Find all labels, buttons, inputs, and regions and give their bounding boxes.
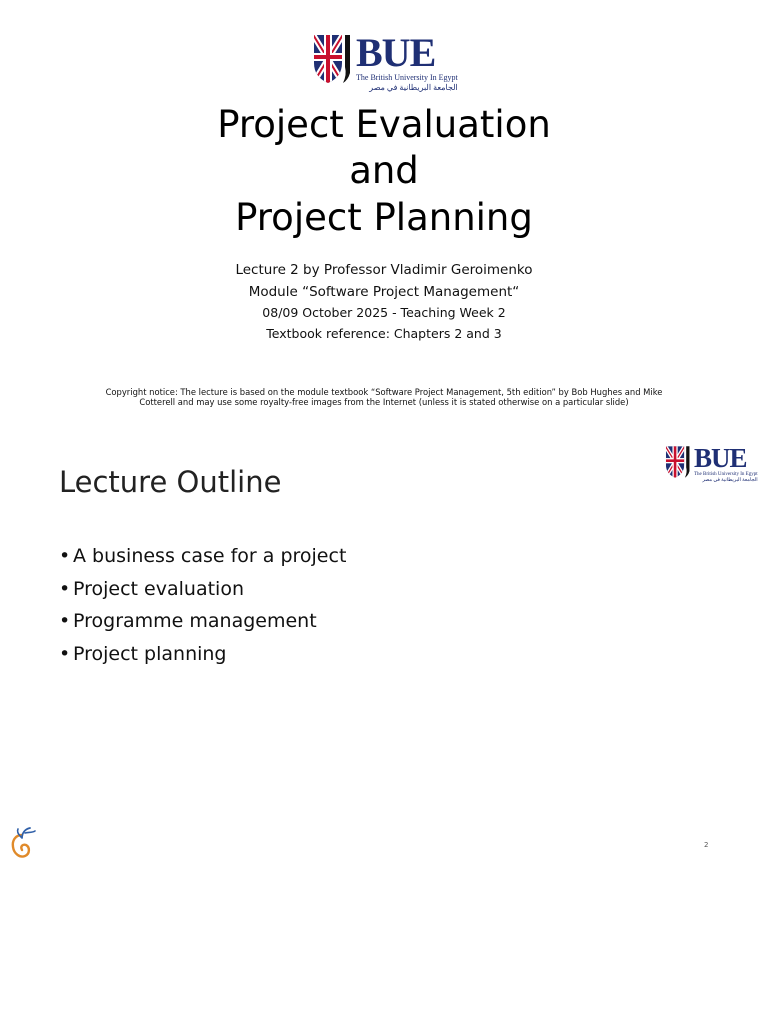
list-item-text: Programme management bbox=[73, 610, 317, 632]
list-item-text: Project evaluation bbox=[73, 577, 244, 600]
module-name: Module “Software Project Management“ bbox=[248, 284, 520, 300]
bue-logo bbox=[312, 30, 458, 92]
union-jack-shield-icon bbox=[312, 33, 356, 85]
logo-wordmark: BUE bbox=[356, 30, 436, 75]
list-item bbox=[59, 643, 346, 676]
lecture-author: Lecture 2 by Professor Vladimir Geroimenko bbox=[235, 262, 533, 278]
page-number: 2 bbox=[704, 841, 709, 849]
sprout-mark-icon bbox=[10, 826, 38, 860]
bue-logo-small bbox=[664, 445, 758, 483]
list-item bbox=[59, 578, 346, 611]
logo-wordmark: BUE bbox=[694, 443, 747, 473]
outline-title: Lecture Outline bbox=[59, 465, 282, 499]
logo-tagline-english: The British University In Egypt bbox=[694, 472, 758, 477]
title-line-1: Project Evaluation bbox=[217, 103, 551, 146]
bullet-marker: • bbox=[59, 610, 71, 632]
lecture-date: 08/09 October 2025 - Teaching Week 2 bbox=[262, 305, 506, 320]
bullet-marker: • bbox=[59, 642, 71, 665]
logo-tagline-arabic: الجامعة البريطانية في مصر bbox=[702, 478, 758, 483]
logo-tagline-english: The British University In Egypt bbox=[356, 73, 458, 82]
list-item bbox=[59, 610, 346, 643]
copyright-notice: Copyright notice: The lecture is based on the module textbook “Software Project Management, 5th edition” by Bob Hughes and Mike Cotterell and may use some royalty-free images from the Internet (unless it is stated otherwise on a particular slide) bbox=[105, 387, 663, 407]
logo-tagline-arabic: الجامعة البريطانية في مصر bbox=[369, 83, 458, 92]
outline-list bbox=[59, 545, 346, 675]
title-line-2: and bbox=[349, 149, 419, 192]
list-item-text: A business case for a project bbox=[73, 545, 347, 567]
bullet-marker: • bbox=[59, 545, 71, 567]
list-item bbox=[59, 545, 346, 578]
bullet-marker: • bbox=[59, 577, 71, 600]
union-jack-shield-icon bbox=[664, 445, 694, 479]
list-item-text: Project planning bbox=[73, 642, 227, 665]
textbook-reference: Textbook reference: Chapters 2 and 3 bbox=[266, 326, 502, 341]
title-line-3: Project Planning bbox=[235, 196, 533, 239]
